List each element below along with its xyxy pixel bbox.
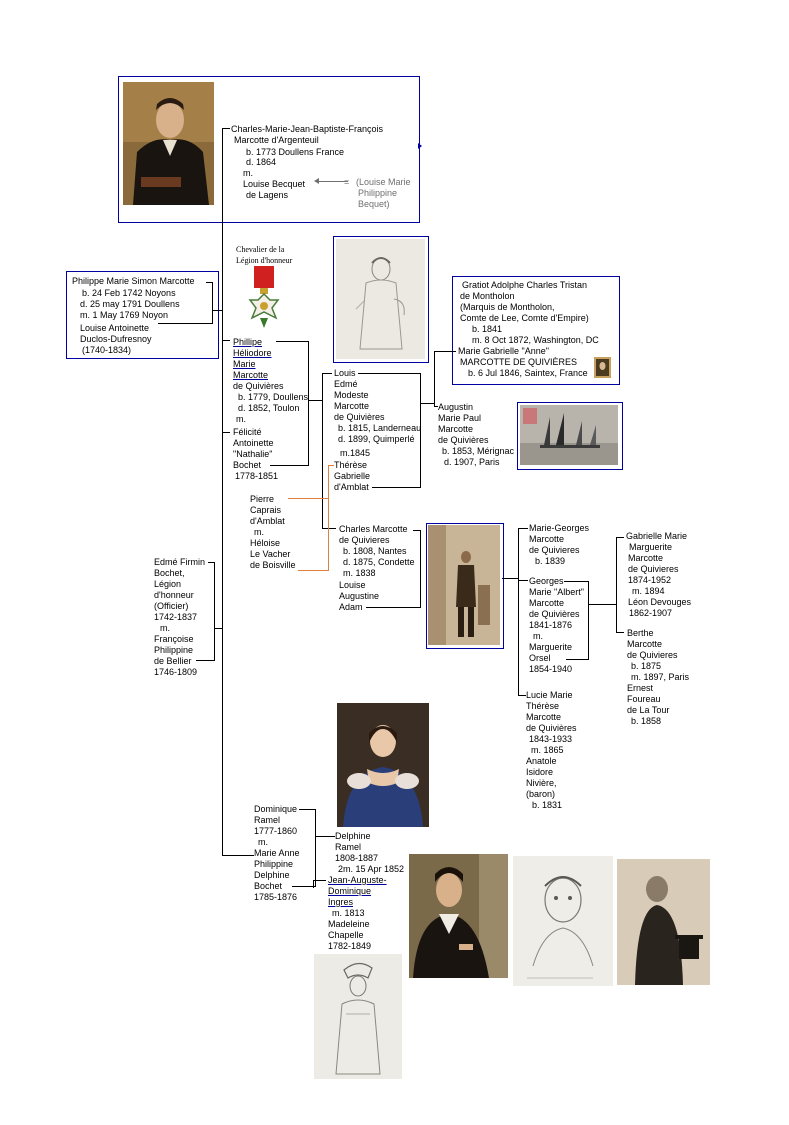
philippe-simon-5: Louise Antoinette <box>80 323 150 333</box>
delphine-3: 1808-1887 <box>335 853 379 863</box>
felicite-3: "Nathalie" <box>233 449 273 459</box>
portrait-ingres-young <box>409 854 508 978</box>
charles2-5: m. 1838 <box>343 568 376 578</box>
delphine-2: Ramel <box>335 842 362 852</box>
charles-alt-2: Philippine <box>358 188 398 198</box>
edme-6: 1742-1837 <box>154 612 198 622</box>
pierre-3: d'Amblat <box>250 516 285 526</box>
pierre-6: Le Vacher <box>250 549 291 559</box>
gratiot-2: de Montholon <box>460 291 515 301</box>
felicite-2: Antoinette <box>233 438 274 448</box>
marie-georges-2: Marcotte <box>529 534 565 544</box>
dominique-5: Marie Anne <box>254 848 300 858</box>
augustin-3: Marcotte <box>438 424 474 434</box>
louis-4: Marcotte <box>334 401 370 411</box>
dominique-1: Dominique <box>254 804 298 814</box>
louis-8: m.1845 <box>340 448 371 458</box>
medal-caption-1: Chevalier de la <box>236 245 285 254</box>
edme-9: Philippine <box>154 645 194 655</box>
phillipe-link-1[interactable]: Phillipe <box>233 337 263 347</box>
ingres-link-2[interactable]: Dominique <box>328 886 372 896</box>
postcard-image <box>520 405 618 465</box>
louis-2: Edmé <box>334 379 358 389</box>
dominique-7: Delphine <box>254 870 290 880</box>
gabrielle-3: Marcotte <box>628 553 664 563</box>
lucie-6: m. 1865 <box>531 745 564 755</box>
arrow-left-icon <box>314 178 319 184</box>
berthe-5: m. 1897, Paris <box>631 672 690 682</box>
charles-name-2: Marcotte d'Argenteuil <box>234 135 319 145</box>
gabrielle-1: Gabrielle Marie <box>626 531 688 541</box>
berthe-6: Ernest <box>627 683 654 693</box>
photo-ingres-old <box>617 859 710 985</box>
berthe-3: de Quivieres <box>627 650 678 660</box>
philippe-simon-7: (1740-1834) <box>82 345 132 355</box>
augustin-2: Marie Paul <box>438 413 482 423</box>
arrow-right-marker <box>418 143 422 149</box>
lucie-2: Thérèse <box>526 701 560 711</box>
gabrielle-4: de Quivieres <box>628 564 679 574</box>
phillipe-6: b. 1779, Doullens <box>238 392 309 402</box>
lucie-4: de Quivières <box>526 723 577 733</box>
drawing-madeleine <box>314 954 402 1079</box>
berthe-1: Berthe <box>627 628 654 638</box>
felicite-4: Bochet <box>233 460 262 470</box>
georges-8: Orsel <box>529 653 551 663</box>
berthe-7: Foureau <box>627 694 661 704</box>
delphine-1: Delphine <box>335 831 371 841</box>
legion-honneur-medal-icon <box>248 266 280 332</box>
philippe-simon-1: Philippe Marie Simon Marcotte <box>72 276 195 286</box>
pierre-1: Pierre <box>250 494 275 504</box>
charles-alt-3: Bequet) <box>358 199 390 209</box>
charles2-6: Louise <box>339 580 366 590</box>
pierre-7: de Boisville <box>250 560 296 570</box>
georges-9: 1854-1940 <box>529 664 573 674</box>
edme-7: m. <box>160 623 170 633</box>
dominique-2: Ramel <box>254 815 281 825</box>
edme-5: (Officier) <box>154 601 189 611</box>
photo-charles2 <box>428 525 500 645</box>
gabrielle-2: Marguerite <box>629 542 673 552</box>
dominique-9: 1785-1876 <box>254 892 298 902</box>
lucie-1: Lucie Marie <box>526 690 573 700</box>
lucie-3: Marcotte <box>526 712 562 722</box>
gratiot-5: b. 1841 <box>472 324 503 334</box>
lucie-5: 1843-1933 <box>529 734 573 744</box>
drawing-ingres <box>513 856 613 986</box>
charles2-1: Charles Marcotte <box>339 524 408 534</box>
georges-5: 1841-1876 <box>529 620 573 630</box>
gabrielle-6: m. 1894 <box>632 586 665 596</box>
augustin-5: b. 1853, Mérignac <box>442 446 515 456</box>
philippe-simon-3: d. 25 may 1791 Doullens <box>80 299 180 309</box>
berthe-2: Marcotte <box>627 639 663 649</box>
charles2-3: b. 1808, Nantes <box>343 546 407 556</box>
felicite-1: Félicité <box>233 427 262 437</box>
louis-9: Thérèse <box>334 460 368 470</box>
charles2-2: de Quivieres <box>339 535 390 545</box>
delphine-10: Chapelle <box>328 930 364 940</box>
gratiot-4: Comte de Lee, Comte d'Empire) <box>460 313 589 323</box>
philippe-simon-6: Duclos-Dufresnoy <box>80 334 152 344</box>
georges-1: Georges <box>529 576 564 586</box>
medal-caption-2: Légion d'honneur <box>236 256 293 265</box>
louis-7: d. 1899, Quimperlé <box>338 434 415 444</box>
lucie-8: Isidore <box>526 767 554 777</box>
georges-7: Marguerite <box>529 642 573 652</box>
philippe-simon-2: b. 24 Feb 1742 Noyons <box>82 288 176 298</box>
lucie-11: b. 1831 <box>532 800 563 810</box>
ingres-link-3[interactable]: Ingres <box>328 897 354 907</box>
phillipe-link-3[interactable]: Marie <box>233 359 256 369</box>
berthe-4: b. 1875 <box>631 661 662 671</box>
drawing-louis <box>336 239 425 359</box>
georges-3: Marcotte <box>529 598 565 608</box>
portrait-charles <box>123 82 214 205</box>
dominique-3: 1777-1860 <box>254 826 298 836</box>
dominique-6: Philippine <box>254 859 294 869</box>
delphine-4: 2m. 15 Apr 1852 <box>338 864 405 874</box>
augustin-4: de Quivières <box>438 435 489 445</box>
phillipe-link-2[interactable]: Héliodore <box>233 348 272 358</box>
philippe-simon-4: m. 1 May 1769 Noyon <box>80 310 169 320</box>
charles-alt-1: (Louise Marie <box>356 177 411 187</box>
lucie-9: Nivière, <box>526 778 557 788</box>
pierre-5: Héloise <box>250 538 281 548</box>
berthe-9: b. 1858 <box>631 716 662 726</box>
louis-11: d'Amblat <box>334 482 369 492</box>
dominique-4: m. <box>258 837 268 847</box>
charles-born: b. 1773 Doullens France <box>246 147 345 157</box>
gratiot-8: MARCOTTE DE QUIVIÈRES <box>460 357 578 367</box>
charles2-4: d. 1875, Condette <box>343 557 415 567</box>
louis-3: Modeste <box>334 390 369 400</box>
louis-10: Gabrielle <box>334 471 371 481</box>
edme-8: Françoise <box>154 634 194 644</box>
ingres-link-1[interactable]: Jean-Auguste- <box>328 875 387 885</box>
phillipe-5: de Quivières <box>233 381 284 391</box>
lucie-7: Anatole <box>526 756 557 766</box>
berthe-8: de La Tour <box>627 705 670 715</box>
gratiot-6: m. 8 Oct 1872, Washington, DC <box>472 335 599 345</box>
pierre-4: m. <box>254 527 264 537</box>
louis-5: de Quivières <box>334 412 385 422</box>
marie-georges-4: b. 1839 <box>535 556 566 566</box>
charles2-7: Augustine <box>339 591 380 601</box>
marie-georges-3: de Quivieres <box>529 545 580 555</box>
delphine-11: 1782-1849 <box>328 941 372 951</box>
gratiot-thumbnail <box>594 357 611 378</box>
edme-11: 1746-1809 <box>154 667 198 677</box>
georges-2: Marie "Albert" <box>529 587 584 597</box>
delphine-8: m. 1813 <box>332 908 365 918</box>
dominique-8: Bochet <box>254 881 283 891</box>
charles-married: m. <box>243 168 253 178</box>
louis-1: Louis <box>334 368 356 378</box>
augustin-1: Augustin <box>438 402 474 412</box>
delphine-9: Madeleine <box>328 919 370 929</box>
phillipe-link-4[interactable]: Marcotte <box>233 370 269 380</box>
gratiot-7: Marie Gabrielle "Anne" <box>458 346 549 356</box>
lucie-10: (baron) <box>526 789 556 799</box>
edme-4: d'honneur <box>154 590 194 600</box>
gabrielle-8: 1862-1907 <box>629 608 673 618</box>
charles-died: d. 1864 <box>246 157 277 167</box>
charles2-8: Adam <box>339 602 363 612</box>
edme-10: de Bellier <box>154 656 192 666</box>
felicite-5: 1778-1851 <box>235 471 279 481</box>
phillipe-8: m. <box>236 414 246 424</box>
charles-spouse-2: de Lagens <box>246 190 289 200</box>
georges-6: m. <box>533 631 543 641</box>
augustin-6: d. 1907, Paris <box>444 457 500 467</box>
gratiot-1: Gratiot Adolphe Charles Tristan <box>462 280 588 290</box>
marie-georges-1: Marie-Georges <box>529 523 590 533</box>
phillipe-7: d. 1852, Toulon <box>238 403 300 413</box>
gabrielle-5: 1874-1952 <box>628 575 672 585</box>
edme-2: Bochet, <box>154 568 185 578</box>
charles-name-1: Charles-Marie-Jean-Baptiste-François <box>231 124 384 134</box>
gabrielle-7: Léon Devouges <box>628 597 692 607</box>
louis-6: b. 1815, Landerneau <box>338 423 422 433</box>
portrait-delphine <box>337 703 429 827</box>
georges-4: de Quivières <box>529 609 580 619</box>
gratiot-9: b. 6 Jul 1846, Saintex, France <box>468 368 588 378</box>
edme-1: Edmé Firmin <box>154 557 206 567</box>
pierre-2: Caprais <box>250 505 282 515</box>
charles-alt-eq: = <box>344 177 350 187</box>
gratiot-3: (Marquis de Montholon, <box>460 302 555 312</box>
charles-spouse-1: Louise Becquet <box>243 179 306 189</box>
edme-3: Légion <box>154 579 182 589</box>
